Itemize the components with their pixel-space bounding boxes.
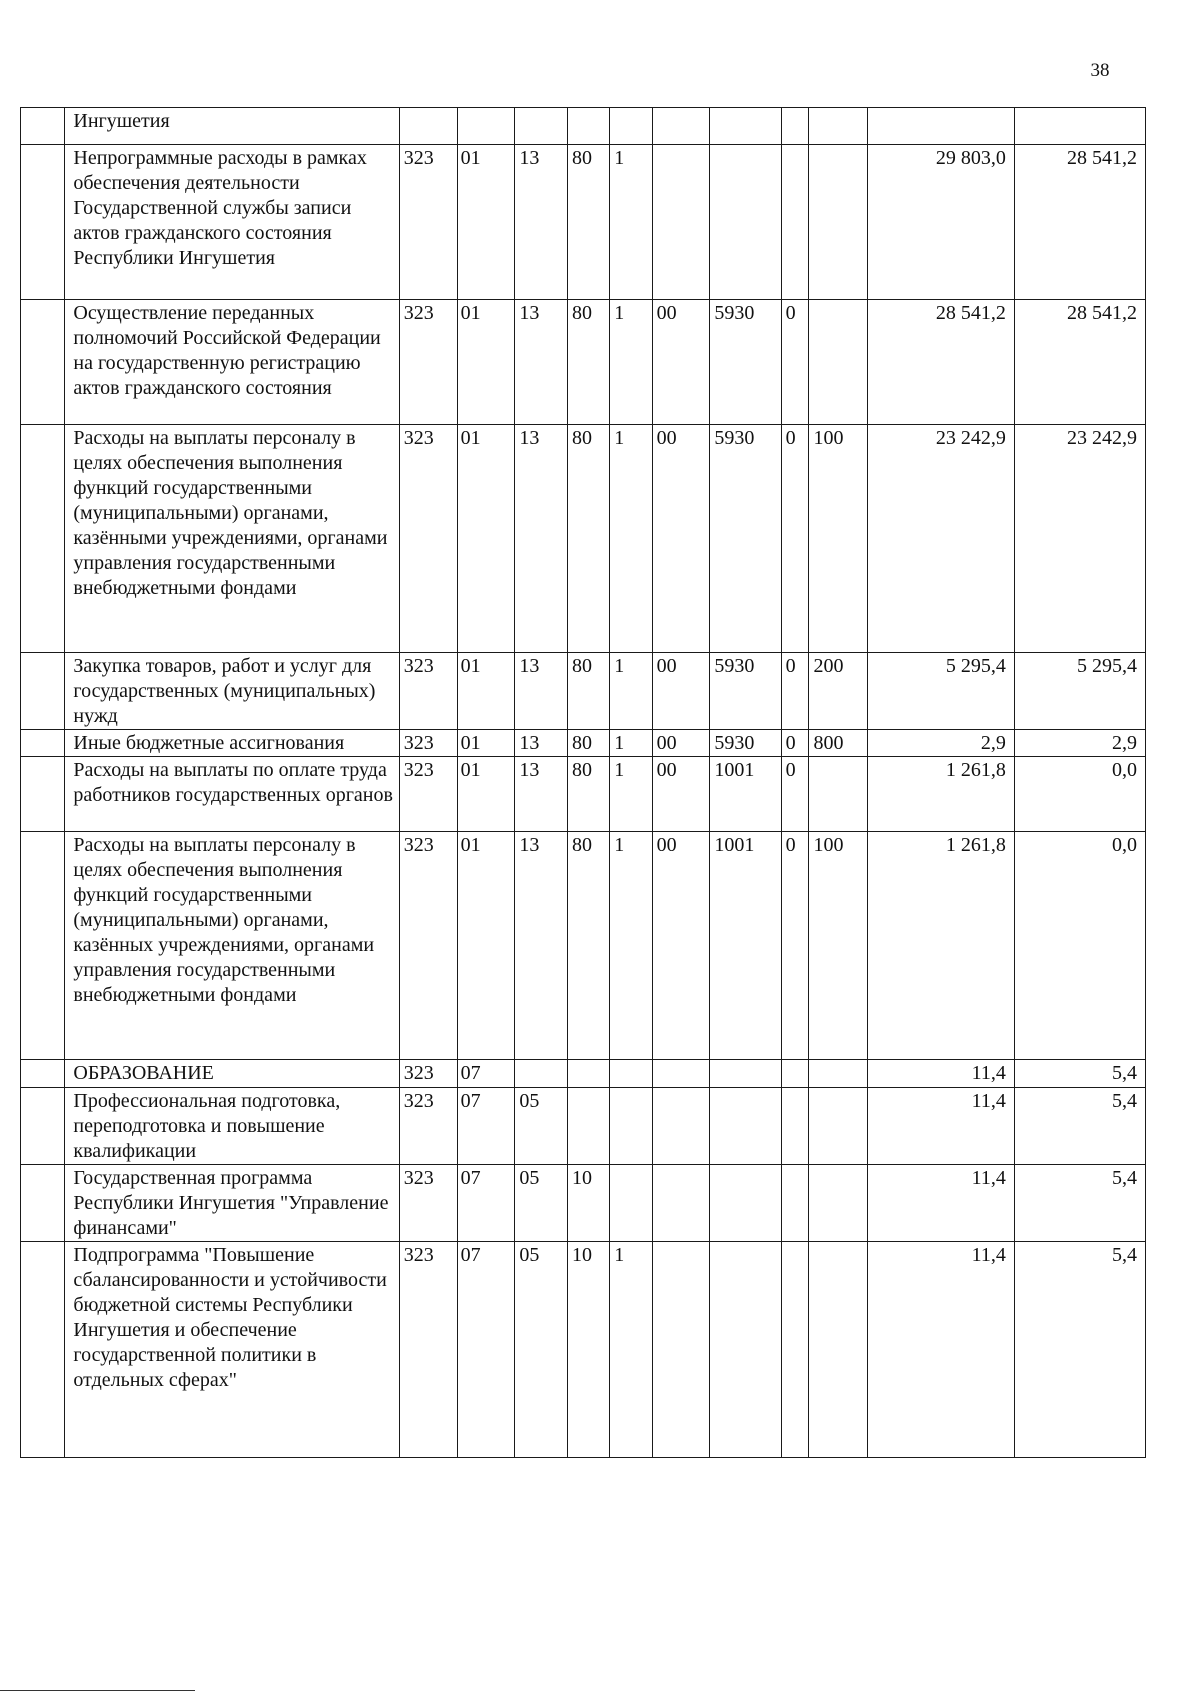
row-index-cell: [21, 653, 65, 730]
code-cell-c4: 80: [567, 730, 609, 757]
amount-cell-a1: 11,4: [868, 1060, 1015, 1088]
code-cell-c7: 5930: [710, 653, 781, 730]
code-cell-c9: [809, 1165, 868, 1242]
table-row: [21, 832, 1146, 1060]
row-index-cell: [21, 1165, 65, 1242]
code-cell-c6: [652, 1060, 710, 1088]
code-cell-c5: [610, 1088, 652, 1165]
code-cell-c3: 13: [515, 730, 568, 757]
code-cell-c5: 1: [610, 757, 652, 832]
code-cell-c2: 07: [457, 1165, 515, 1242]
code-cell-c3: 13: [515, 300, 568, 425]
code-cell-c7: [710, 1088, 781, 1165]
code-cell-c7: [710, 1165, 781, 1242]
code-cell-c4: 80: [567, 425, 609, 653]
code-cell-c7: [710, 108, 781, 145]
row-index-cell: [21, 1060, 65, 1088]
code-cell-c2: 01: [457, 757, 515, 832]
code-cell-c1: 323: [399, 653, 457, 730]
code-cell-c1: 323: [399, 1060, 457, 1088]
budget-table: [20, 107, 1146, 1458]
row-name-cell: Профессиональная подготовка, переподготовка и повышение квалификации: [65, 1088, 399, 1165]
code-cell-c6: 00: [652, 653, 710, 730]
amount-cell-a2: 23 242,9: [1014, 425, 1145, 653]
code-cell-c3: 13: [515, 653, 568, 730]
code-cell-c1: 323: [399, 1088, 457, 1165]
table-row: [21, 108, 1146, 145]
row-index-cell: [21, 832, 65, 1060]
code-cell-c9: [809, 757, 868, 832]
code-cell-c9: [809, 108, 868, 145]
code-cell-c4: [567, 108, 609, 145]
code-cell-c8: [781, 1088, 809, 1165]
code-cell-c7: [710, 145, 781, 300]
amount-cell-a1: 11,4: [868, 1165, 1015, 1242]
row-name-cell: Расходы на выплаты персоналу в целях обеспечения выполнения функций государственными (муниципальными) органами, казёнными учреждениями, органами управления государственными внебюджетными фондами: [65, 425, 399, 653]
amount-cell-a2: [1014, 108, 1145, 145]
row-index-cell: [21, 300, 65, 425]
row-name-cell: Подпрограмма "Повышение сбалансированности и устойчивости бюджетной системы Республики Ингушетия и обеспечение государственной политики в отдельных сферах": [65, 1242, 399, 1458]
code-cell-c8: 0: [781, 300, 809, 425]
code-cell-c5: 1: [610, 730, 652, 757]
amount-cell-a1: 28 541,2: [868, 300, 1015, 425]
amount-cell-a1: 1 261,8: [868, 757, 1015, 832]
code-cell-c5: [610, 1060, 652, 1088]
code-cell-c9: [809, 300, 868, 425]
code-cell-c2: 01: [457, 145, 515, 300]
page-number: 38: [1090, 60, 1110, 81]
table-row: [21, 145, 1146, 300]
row-name-cell: Непрограммные расходы в рамках обеспечения деятельности Государственной службы записи актов гражданского состояния Республики Ингушетия: [65, 145, 399, 300]
table-body: [21, 108, 1146, 1458]
amount-cell-a2: 5,4: [1014, 1165, 1145, 1242]
row-index-cell: [21, 425, 65, 653]
row-index-cell: [21, 108, 65, 145]
code-cell-c7: 1001: [710, 757, 781, 832]
row-index-cell: [21, 145, 65, 300]
code-cell-c5: 1: [610, 145, 652, 300]
amount-cell-a2: 28 541,2: [1014, 300, 1145, 425]
row-name-cell: Закупка товаров, работ и услуг для государственных (муниципальных) нужд: [65, 653, 399, 730]
amount-cell-a2: 2,9: [1014, 730, 1145, 757]
code-cell-c6: 00: [652, 832, 710, 1060]
code-cell-c2: 01: [457, 425, 515, 653]
amount-cell-a2: 5,4: [1014, 1088, 1145, 1165]
amount-cell-a2: 28 541,2: [1014, 145, 1145, 300]
code-cell-c4: 80: [567, 653, 609, 730]
row-name-cell: Расходы на выплаты персоналу в целях обеспечения выполнения функций государственными (муниципальными) органами, казённых учреждениями, органами управления государственными внебюджетными фондами: [65, 832, 399, 1060]
code-cell-c3: [515, 108, 568, 145]
row-name-cell: Расходы на выплаты по оплате труда работников государственных органов: [65, 757, 399, 832]
row-name-cell: ОБРАЗОВАНИЕ: [65, 1060, 399, 1088]
table-row: [21, 300, 1146, 425]
code-cell-c9: [809, 1242, 868, 1458]
amount-cell-a1: [868, 108, 1015, 145]
code-cell-c2: 07: [457, 1242, 515, 1458]
row-index-cell: [21, 1242, 65, 1458]
code-cell-c1: 323: [399, 757, 457, 832]
code-cell-c3: 13: [515, 425, 568, 653]
row-name-cell: Осуществление переданных полномочий Российской Федерации на государственную регистрацию актов гражданского состояния: [65, 300, 399, 425]
table-row: [21, 730, 1146, 757]
code-cell-c8: 0: [781, 730, 809, 757]
code-cell-c8: [781, 108, 809, 145]
code-cell-c2: 01: [457, 832, 515, 1060]
code-cell-c3: 13: [515, 757, 568, 832]
row-index-cell: [21, 1088, 65, 1165]
code-cell-c5: [610, 1165, 652, 1242]
row-name-cell: Иные бюджетные ассигнования: [65, 730, 399, 757]
code-cell-c2: 01: [457, 300, 515, 425]
code-cell-c3: 13: [515, 145, 568, 300]
code-cell-c3: [515, 1060, 568, 1088]
code-cell-c4: [567, 1060, 609, 1088]
table-row: [21, 1242, 1146, 1458]
code-cell-c1: 323: [399, 1242, 457, 1458]
amount-cell-a1: 29 803,0: [868, 145, 1015, 300]
code-cell-c6: [652, 1242, 710, 1458]
code-cell-c3: 05: [515, 1088, 568, 1165]
code-cell-c2: 01: [457, 653, 515, 730]
code-cell-c1: 323: [399, 832, 457, 1060]
code-cell-c6: [652, 108, 710, 145]
code-cell-c8: 0: [781, 425, 809, 653]
code-cell-c4: 80: [567, 300, 609, 425]
amount-cell-a2: 5,4: [1014, 1060, 1145, 1088]
code-cell-c3: 05: [515, 1165, 568, 1242]
amount-cell-a2: 0,0: [1014, 757, 1145, 832]
code-cell-c2: 01: [457, 730, 515, 757]
code-cell-c1: [399, 108, 457, 145]
code-cell-c9: 800: [809, 730, 868, 757]
code-cell-c1: 323: [399, 145, 457, 300]
code-cell-c6: 00: [652, 300, 710, 425]
code-cell-c7: 1001: [710, 832, 781, 1060]
code-cell-c3: 05: [515, 1242, 568, 1458]
code-cell-c1: 323: [399, 425, 457, 653]
code-cell-c6: 00: [652, 730, 710, 757]
code-cell-c9: [809, 1088, 868, 1165]
amount-cell-a1: 11,4: [868, 1088, 1015, 1165]
code-cell-c8: [781, 1242, 809, 1458]
code-cell-c8: [781, 145, 809, 300]
code-cell-c4: 80: [567, 832, 609, 1060]
table-row: [21, 425, 1146, 653]
code-cell-c8: 0: [781, 757, 809, 832]
code-cell-c1: 323: [399, 1165, 457, 1242]
code-cell-c9: [809, 1060, 868, 1088]
amount-cell-a1: 2,9: [868, 730, 1015, 757]
code-cell-c6: [652, 1165, 710, 1242]
code-cell-c4: 80: [567, 145, 609, 300]
table-row: [21, 757, 1146, 832]
code-cell-c5: 1: [610, 425, 652, 653]
code-cell-c2: 07: [457, 1088, 515, 1165]
code-cell-c1: 323: [399, 300, 457, 425]
code-cell-c2: [457, 108, 515, 145]
amount-cell-a2: 0,0: [1014, 832, 1145, 1060]
row-name-cell: Ингушетия: [65, 108, 399, 145]
code-cell-c7: 5930: [710, 425, 781, 653]
table-row: [21, 1165, 1146, 1242]
amount-cell-a1: 1 261,8: [868, 832, 1015, 1060]
code-cell-c7: 5930: [710, 300, 781, 425]
code-cell-c4: 10: [567, 1242, 609, 1458]
row-name-cell: Государственная программа Республики Ингушетия "Управление финансами": [65, 1165, 399, 1242]
code-cell-c7: [710, 1060, 781, 1088]
bottom-rule: [0, 1690, 195, 1691]
amount-cell-a2: 5,4: [1014, 1242, 1145, 1458]
table-row: [21, 1088, 1146, 1165]
code-cell-c6: [652, 1088, 710, 1165]
code-cell-c8: 0: [781, 653, 809, 730]
amount-cell-a1: 23 242,9: [868, 425, 1015, 653]
code-cell-c9: 200: [809, 653, 868, 730]
code-cell-c5: 1: [610, 832, 652, 1060]
code-cell-c3: 13: [515, 832, 568, 1060]
code-cell-c5: [610, 108, 652, 145]
code-cell-c9: [809, 145, 868, 300]
code-cell-c4: 10: [567, 1165, 609, 1242]
table-row: [21, 1060, 1146, 1088]
amount-cell-a1: 5 295,4: [868, 653, 1015, 730]
code-cell-c8: [781, 1165, 809, 1242]
code-cell-c4: 80: [567, 757, 609, 832]
code-cell-c4: [567, 1088, 609, 1165]
row-index-cell: [21, 730, 65, 757]
code-cell-c8: 0: [781, 832, 809, 1060]
code-cell-c6: [652, 145, 710, 300]
code-cell-c9: 100: [809, 832, 868, 1060]
code-cell-c7: 5930: [710, 730, 781, 757]
code-cell-c9: 100: [809, 425, 868, 653]
table-row: [21, 653, 1146, 730]
code-cell-c1: 323: [399, 730, 457, 757]
amount-cell-a1: 11,4: [868, 1242, 1015, 1458]
code-cell-c5: 1: [610, 653, 652, 730]
code-cell-c5: 1: [610, 300, 652, 425]
code-cell-c2: 07: [457, 1060, 515, 1088]
code-cell-c7: [710, 1242, 781, 1458]
row-index-cell: [21, 757, 65, 832]
code-cell-c6: 00: [652, 757, 710, 832]
amount-cell-a2: 5 295,4: [1014, 653, 1145, 730]
code-cell-c5: 1: [610, 1242, 652, 1458]
code-cell-c6: 00: [652, 425, 710, 653]
code-cell-c8: [781, 1060, 809, 1088]
